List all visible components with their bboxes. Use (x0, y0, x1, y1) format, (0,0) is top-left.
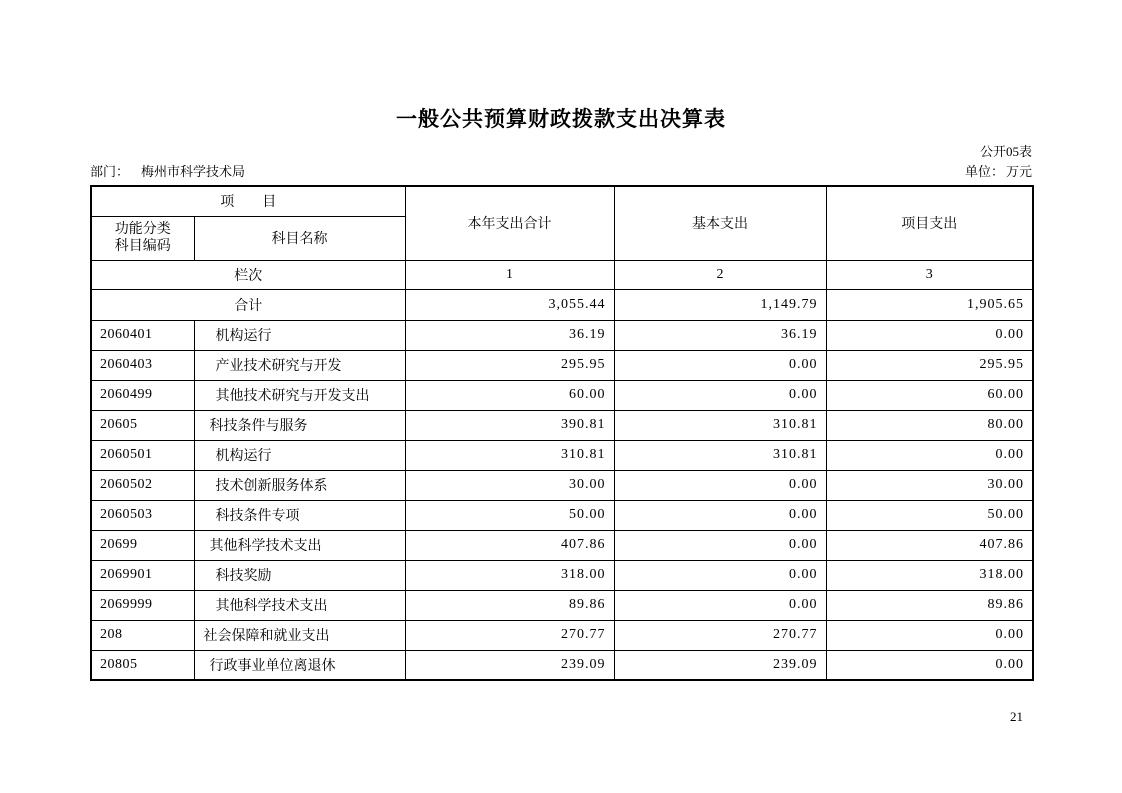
total-cell: 295.95 (405, 350, 614, 380)
code-cell: 2069999 (91, 590, 194, 620)
code-cell: 20605 (91, 410, 194, 440)
basic-cell: 0.00 (614, 470, 826, 500)
total-cell: 310.81 (405, 440, 614, 470)
basic-cell: 0.00 (614, 590, 826, 620)
unit-value: 万元 (1005, 164, 1032, 179)
table-row (91, 590, 1033, 620)
total-sum-cell: 3,055.44 (405, 289, 614, 320)
basic-cell: 0.00 (614, 560, 826, 590)
table-row (91, 320, 1033, 350)
table-row (91, 650, 1033, 680)
table-row (91, 500, 1033, 530)
project-cell: 0.00 (826, 440, 1033, 470)
code-cell: 208 (91, 620, 194, 650)
header-col-total: 本年支出合计 (405, 186, 614, 260)
header-code-col (91, 216, 194, 260)
budget-table (90, 185, 1034, 681)
basic-cell: 270.77 (614, 620, 826, 650)
header-code-col-line2: 科目编码 (114, 239, 171, 254)
header-project: 项 目 (91, 186, 405, 216)
total-cell: 390.81 (405, 410, 614, 440)
total-cell: 36.19 (405, 320, 614, 350)
table-row (91, 620, 1033, 650)
table-code-label: 公开05表 (979, 144, 1032, 159)
table-row (91, 530, 1033, 560)
name-cell: 其他技术研究与开发支出 (194, 380, 405, 410)
table-row (91, 470, 1033, 500)
basic-cell: 0.00 (614, 530, 826, 560)
code-cell: 20805 (91, 650, 194, 680)
name-cell: 产业技术研究与开发 (194, 350, 405, 380)
name-cell: 行政事业单位离退休 (194, 650, 405, 680)
name-cell: 科技条件与服务 (194, 410, 405, 440)
total-cell: 60.00 (405, 380, 614, 410)
table-row (91, 410, 1033, 440)
department-line (90, 164, 245, 179)
name-cell: 社会保障和就业支出 (194, 620, 405, 650)
code-cell: 2060401 (91, 320, 194, 350)
department-label: 部门： (90, 164, 130, 179)
name-cell: 其他科学技术支出 (194, 530, 405, 560)
code-cell: 2069901 (91, 560, 194, 590)
name-cell: 其他科学技术支出 (194, 590, 405, 620)
project-cell: 0.00 (826, 320, 1033, 350)
project-cell: 80.00 (826, 410, 1033, 440)
project-cell: 0.00 (826, 650, 1033, 680)
project-cell: 318.00 (826, 560, 1033, 590)
code-cell: 2060502 (91, 470, 194, 500)
project-cell: 50.00 (826, 500, 1033, 530)
meta-row (90, 164, 1032, 179)
code-cell: 20699 (91, 530, 194, 560)
project-cell: 60.00 (826, 380, 1033, 410)
total-row (91, 289, 1033, 320)
code-cell: 2060403 (91, 350, 194, 380)
name-cell: 科技条件专项 (194, 500, 405, 530)
code-cell: 2060503 (91, 500, 194, 530)
table-row (91, 440, 1033, 470)
unit-line (965, 164, 1032, 179)
project-cell: 89.86 (826, 590, 1033, 620)
basic-cell: 310.81 (614, 440, 826, 470)
basic-cell: 310.81 (614, 410, 826, 440)
project-cell: 0.00 (826, 620, 1033, 650)
header-col-project-expense: 项目支出 (826, 186, 1033, 260)
total-cell: 407.86 (405, 530, 614, 560)
total-cell: 318.00 (405, 560, 614, 590)
name-cell: 机构运行 (194, 440, 405, 470)
total-cell: 30.00 (405, 470, 614, 500)
total-cell: 89.86 (405, 590, 614, 620)
table-row (91, 380, 1033, 410)
project-cell: 30.00 (826, 470, 1033, 500)
basic-cell: 36.19 (614, 320, 826, 350)
header-row-project (91, 186, 1033, 216)
basic-cell: 239.09 (614, 650, 826, 680)
page-number: 21 (1010, 709, 1023, 724)
name-cell: 技术创新服务体系 (194, 470, 405, 500)
basic-cell: 0.00 (614, 380, 826, 410)
header-name-col: 科目名称 (194, 216, 405, 260)
total-project-cell: 1,905.65 (826, 289, 1033, 320)
name-cell: 机构运行 (194, 320, 405, 350)
basic-cell: 0.00 (614, 350, 826, 380)
table-row (91, 560, 1033, 590)
page-title: 一般公共预算财政拨款支出决算表 (396, 107, 726, 131)
total-basic-cell: 1,149.79 (614, 289, 826, 320)
basic-cell: 0.00 (614, 500, 826, 530)
name-cell: 科技奖励 (194, 560, 405, 590)
project-cell: 295.95 (826, 350, 1033, 380)
code-cell: 2060499 (91, 380, 194, 410)
department-value: 梅州市科学技术局 (141, 164, 246, 179)
total-cell: 270.77 (405, 620, 614, 650)
table-row (91, 350, 1033, 380)
code-cell: 2060501 (91, 440, 194, 470)
unit-label: 单位： (964, 164, 1004, 179)
document-content (90, 0, 1032, 681)
column-index-3: 3 (826, 260, 1033, 289)
project-cell: 407.86 (826, 530, 1033, 560)
column-index-2: 2 (614, 260, 826, 289)
total-label: 合计 (91, 289, 405, 320)
total-cell: 50.00 (405, 500, 614, 530)
column-index-1: 1 (405, 260, 614, 289)
header-code-col-line1: 功能分类 (114, 222, 171, 237)
total-cell: 239.09 (405, 650, 614, 680)
column-index-row (91, 260, 1033, 289)
header-col-basic: 基本支出 (614, 186, 826, 260)
column-index-label: 栏次 (91, 260, 405, 289)
